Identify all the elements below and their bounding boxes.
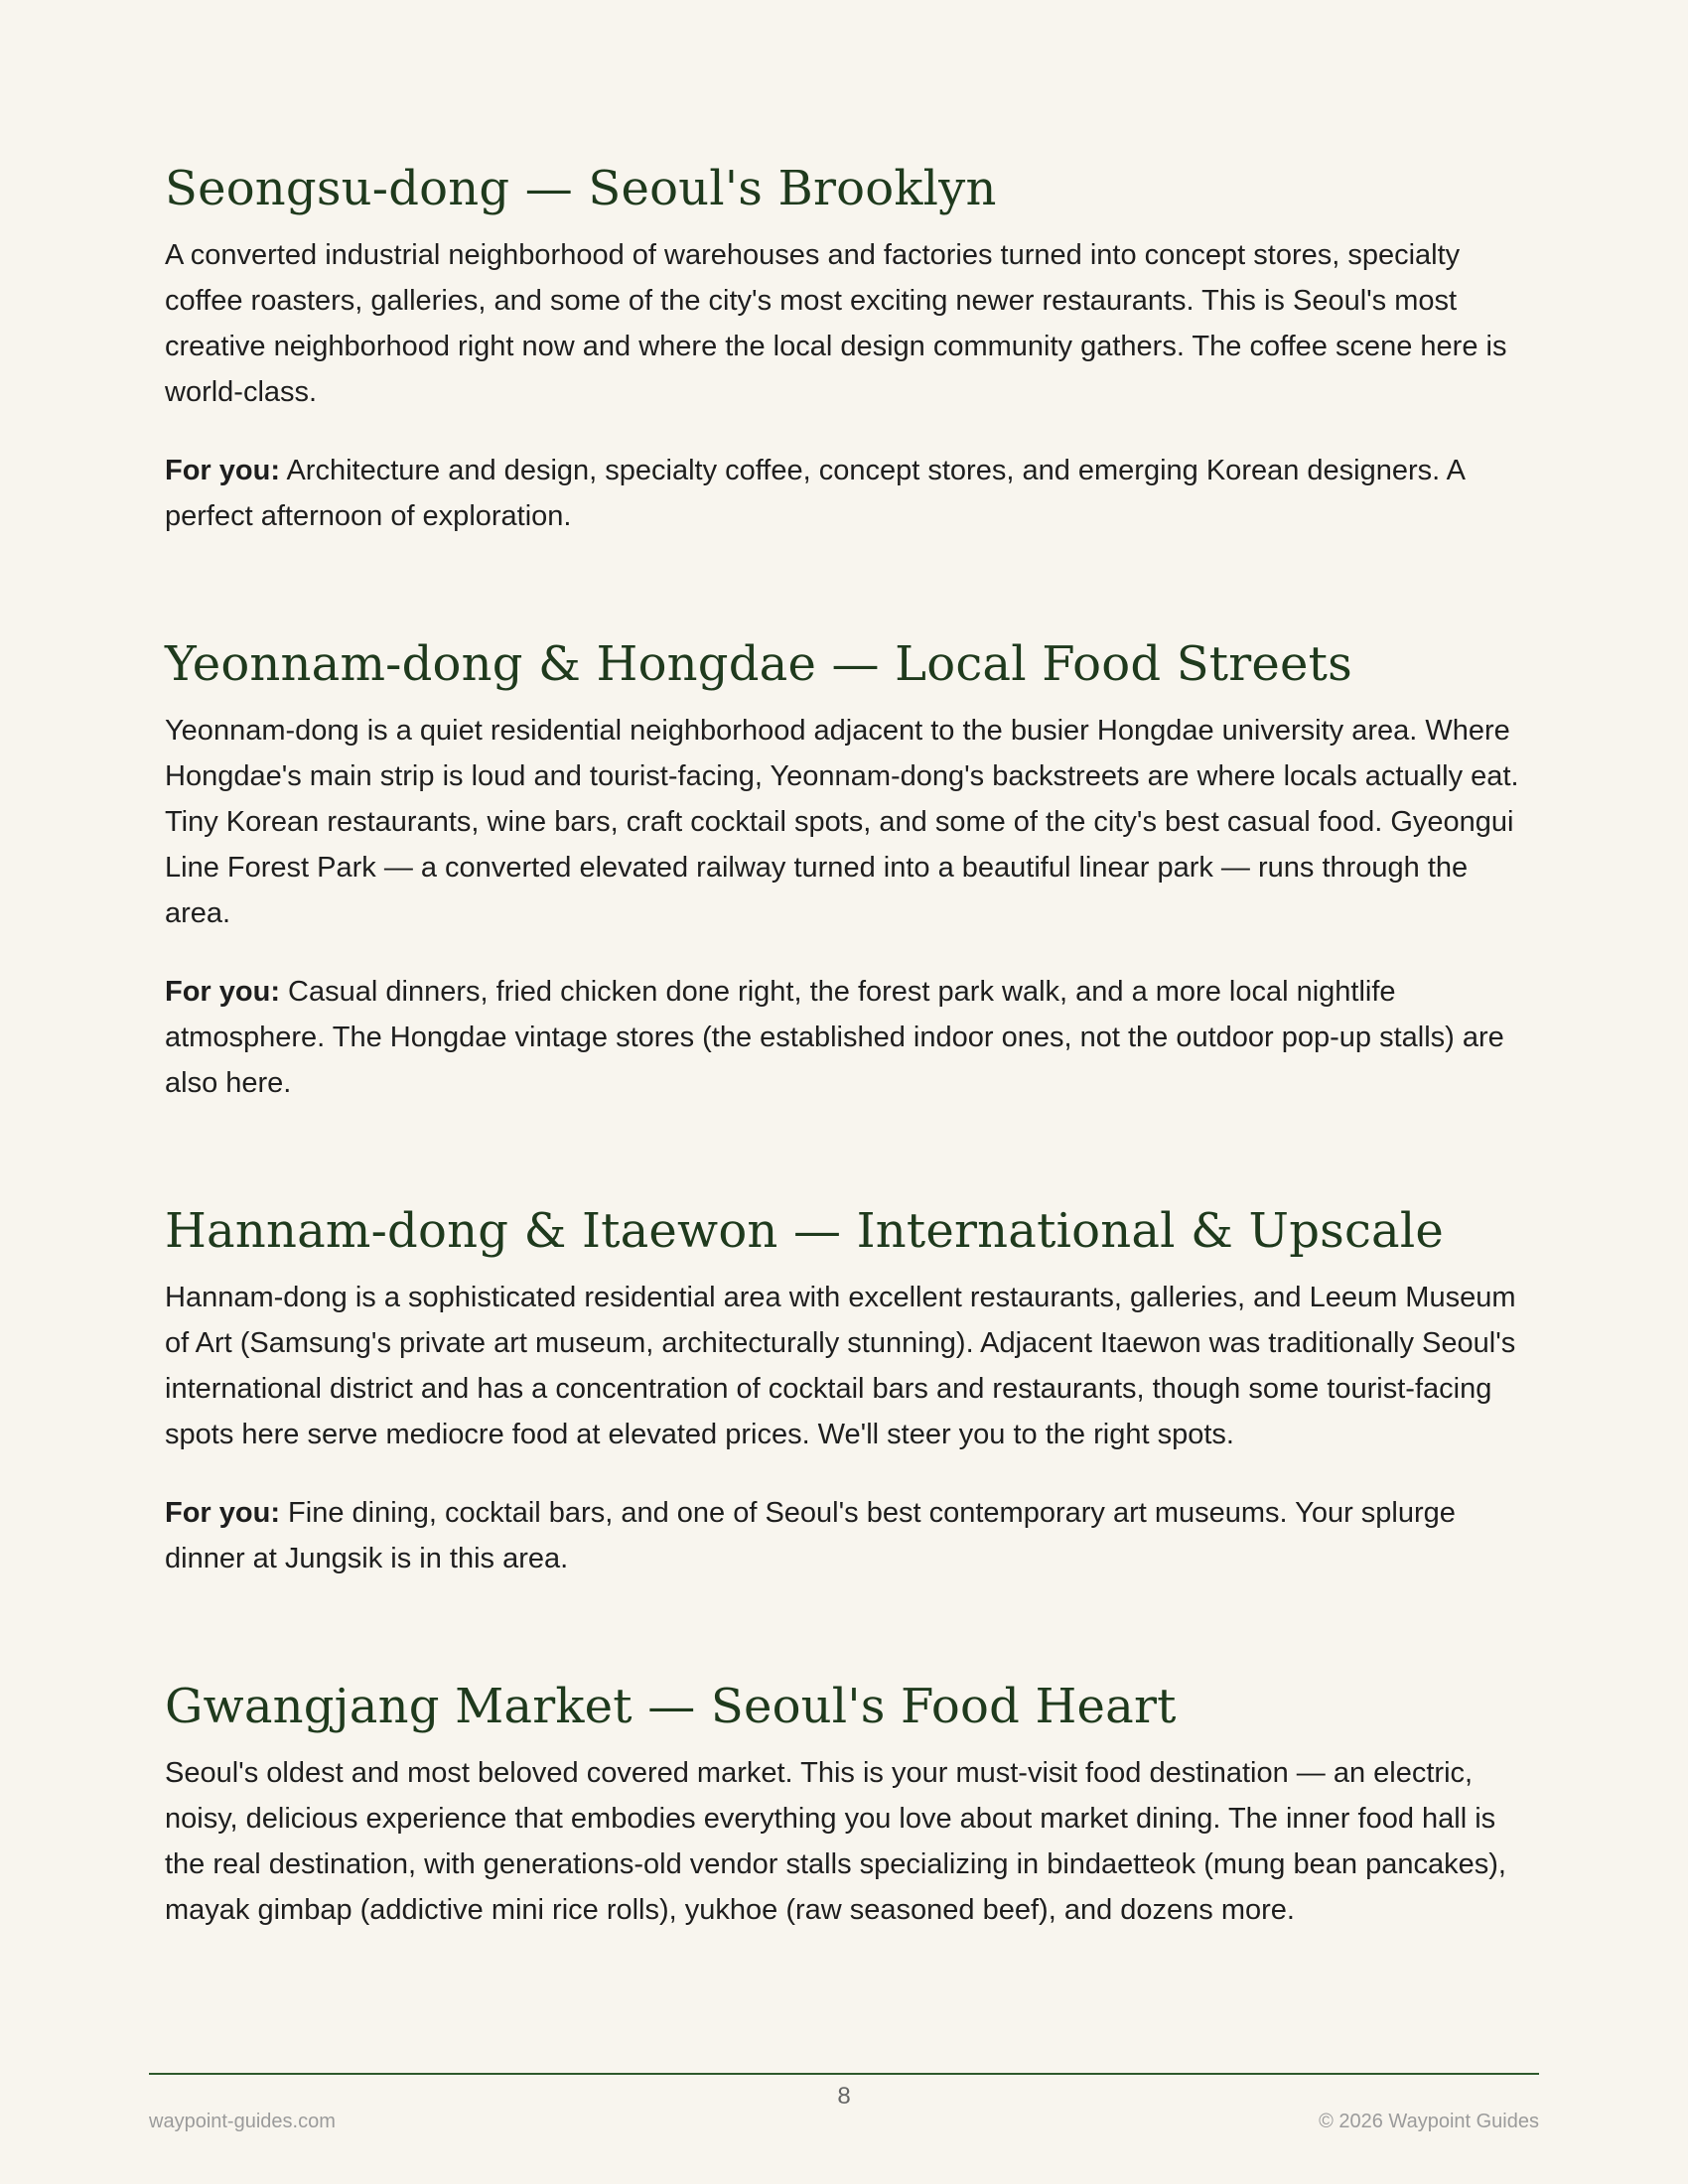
section-yeonnam-hongdae xyxy=(165,634,1535,1106)
section-gwangjang-market xyxy=(165,1677,1535,1933)
section-body: Hannam-dong is a sophisticated residential area with excellent restaurants, galleries, and Leeum Museum of Art (Samsung's private art museum, architecturally stunning). Adjacent Itaewon was traditionally Seoul's international district and has a concentration of cocktail bars and restaurants, though some tourist-facing spots here serve mediocre food at elevated prices. We'll steer you to the right spots. xyxy=(165,1282,1516,1450)
section-body: Yeonnam-dong is a quiet residential neighborhood adjacent to the busier Hongdae university area. Where Hongdae's main strip is loud and tourist-facing, Yeonnam-dong's backstreets are where locals actually eat. Tiny Korean restaurants, wine bars, craft cocktail spots, and some of the city's best casual food. Gyeongui Line Forest Park — a converted elevated railway turned into a beautiful linear park — runs through the area. xyxy=(165,715,1519,929)
for-you-label: For you: xyxy=(165,1497,280,1529)
section-title: Seongsu-dong — Seoul's Brooklyn xyxy=(165,161,997,216)
section-title: Gwangjang Market — Seoul's Food Heart xyxy=(165,1679,1177,1734)
for-you-paragraph xyxy=(165,448,1535,539)
guide-content xyxy=(165,159,1535,1933)
for-you-text: Fine dining, cocktail bars, and one of Seoul's best contemporary art museums. Your splurge dinner at Jungsik is in this area. xyxy=(165,1497,1456,1574)
page-footer xyxy=(149,2073,1539,2132)
for-you-text: Casual dinners, fried chicken done right, the forest park walk, and a more local nightlife atmosphere. The Hongdae vintage stores (the established indoor ones, not the outdoor pop-up stalls) are also here. xyxy=(165,976,1504,1099)
section-title: Yeonnam-dong & Hongdae — Local Food Streets xyxy=(165,636,1352,692)
section-hannam-itaewon xyxy=(165,1201,1535,1581)
for-you-paragraph xyxy=(165,1490,1535,1581)
footer-site-link[interactable]: waypoint-guides.com xyxy=(149,2111,336,2132)
for-you-text: Architecture and design, specialty coffee, concept stores, and emerging Korean designers. A perfect afternoon of exploration. xyxy=(165,455,1465,532)
for-you-paragraph xyxy=(165,969,1535,1106)
for-you-label: For you: xyxy=(165,455,280,486)
page-number: 8 xyxy=(837,2083,851,2110)
for-you-label: For you: xyxy=(165,976,280,1008)
section-seongsu xyxy=(165,159,1535,539)
footer-copyright: © 2026 Waypoint Guides xyxy=(1319,2111,1539,2132)
section-body: A converted industrial neighborhood of warehouses and factories turned into concept stores, specialty coffee roasters, galleries, and some of the city's most exciting newer restaurants. This is Seoul's most creative neighborhood right now and where the local design community gathers. The coffee scene here is world-class. xyxy=(165,239,1507,408)
section-body: Seoul's oldest and most beloved covered market. This is your must-visit food destination — an electric, noisy, delicious experience that embodies everything you love about market dining. The inner food hall is the real destination, with generations-old vendor stalls specializing in bindaetteok (mung bean pancakes), mayak gimbap (addictive mini rice rolls), yukhoe (raw seasoned beef), and dozens more. xyxy=(165,1757,1506,1926)
section-title: Hannam-dong & Itaewon — International & Upscale xyxy=(165,1203,1445,1259)
footer-divider xyxy=(149,2073,1539,2075)
